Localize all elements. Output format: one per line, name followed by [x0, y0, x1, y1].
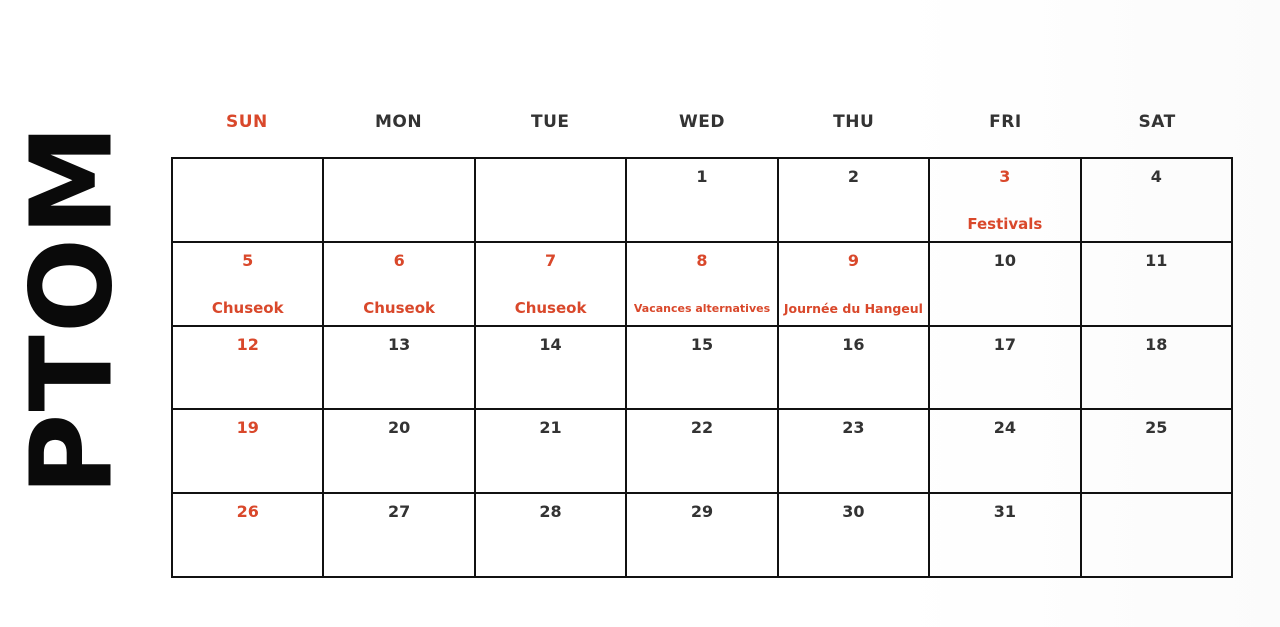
day-cell-27[interactable]: [324, 494, 475, 578]
day-number: 8: [696, 250, 708, 270]
day-cell-16[interactable]: [779, 327, 930, 411]
weekday-thu: THU: [833, 112, 875, 132]
day-cell-6[interactable]: [324, 243, 475, 327]
day-number: 14: [539, 334, 562, 354]
day-cell-14[interactable]: [476, 327, 627, 411]
event-label: Chuseok: [363, 298, 435, 317]
day-number: 9: [847, 250, 859, 270]
day-cell-31[interactable]: [930, 494, 1081, 578]
weekday-sat: SAT: [1138, 112, 1176, 132]
day-cell-30[interactable]: [779, 494, 930, 578]
day-number: 16: [842, 334, 865, 354]
day-number: 26: [236, 502, 259, 522]
day-number: 3: [999, 167, 1011, 186]
day-number: 28: [539, 502, 562, 522]
day-number: 30: [842, 502, 865, 522]
day-number: 7: [544, 250, 557, 270]
empty-day-cell: [476, 159, 627, 243]
day-number: 4: [1150, 167, 1162, 186]
day-number: 21: [539, 418, 562, 438]
day-cell-21[interactable]: [476, 410, 627, 494]
weekday-tue: TUE: [531, 112, 570, 132]
day-number: 17: [993, 334, 1016, 354]
month-title-text: PTOM: [7, 121, 138, 496]
day-cell-15[interactable]: [627, 327, 778, 411]
day-cell-12[interactable]: [173, 327, 324, 411]
day-number: 12: [236, 334, 259, 354]
day-number: 13: [388, 334, 411, 354]
day-cell-29[interactable]: [627, 494, 778, 578]
weekday-header-row: [171, 112, 1233, 138]
day-cell-18[interactable]: [1082, 327, 1233, 411]
day-number: 5: [242, 250, 254, 270]
event-label: Chuseok: [211, 298, 284, 317]
day-number: 22: [690, 418, 714, 438]
weekday-mon: MON: [375, 112, 423, 132]
day-number: 18: [1145, 334, 1168, 354]
day-cell-13[interactable]: [324, 327, 475, 411]
day-number: 23: [842, 418, 865, 438]
day-number: 27: [388, 502, 411, 522]
day-cell-25[interactable]: [1082, 410, 1233, 494]
event-label: Festivals: [967, 215, 1043, 233]
day-cell-11[interactable]: [1082, 243, 1233, 327]
empty-day-cell: [324, 159, 475, 243]
day-number: 31: [993, 502, 1016, 522]
calendar-month-title: [7, 115, 138, 502]
day-cell-23[interactable]: [779, 410, 930, 494]
day-cell-26[interactable]: [173, 494, 324, 578]
day-cell-5[interactable]: [173, 243, 324, 327]
event-label: Chuseok: [514, 298, 587, 317]
day-number: 19: [236, 418, 259, 438]
day-cell-7[interactable]: [476, 243, 627, 327]
event-label: Vacances alternatives: [633, 301, 771, 315]
weekday-sun: SUN: [225, 112, 268, 132]
empty-day-cell: [1082, 494, 1233, 578]
day-cell-1[interactable]: [627, 159, 778, 243]
day-cell-24[interactable]: [930, 410, 1081, 494]
weekday-wed: WED: [679, 112, 725, 132]
day-number: 6: [393, 250, 405, 270]
day-cell-10[interactable]: [930, 243, 1081, 327]
day-number: 15: [690, 334, 714, 354]
day-number: 25: [1145, 418, 1168, 438]
day-cell-3[interactable]: [930, 159, 1081, 243]
day-cell-4[interactable]: [1082, 159, 1233, 243]
day-number: 20: [388, 418, 411, 438]
calendar-grid: [171, 157, 1233, 578]
day-number: 24: [993, 418, 1016, 438]
day-number: 2: [847, 167, 859, 186]
day-cell-28[interactable]: [476, 494, 627, 578]
day-cell-17[interactable]: [930, 327, 1081, 411]
day-cell-2[interactable]: [779, 159, 930, 243]
day-cell-9[interactable]: [779, 243, 930, 327]
day-number: 11: [1145, 250, 1168, 270]
day-number: 10: [993, 250, 1016, 270]
weekday-fri: FRI: [989, 112, 1022, 132]
day-cell-20[interactable]: [324, 410, 475, 494]
day-cell-19[interactable]: [173, 410, 324, 494]
day-number: 1: [696, 167, 708, 186]
day-number: 29: [690, 502, 714, 522]
day-cell-22[interactable]: [627, 410, 778, 494]
empty-day-cell: [173, 159, 324, 243]
event-label: Journée du Hangeul: [783, 300, 923, 316]
day-cell-8[interactable]: [627, 243, 778, 327]
